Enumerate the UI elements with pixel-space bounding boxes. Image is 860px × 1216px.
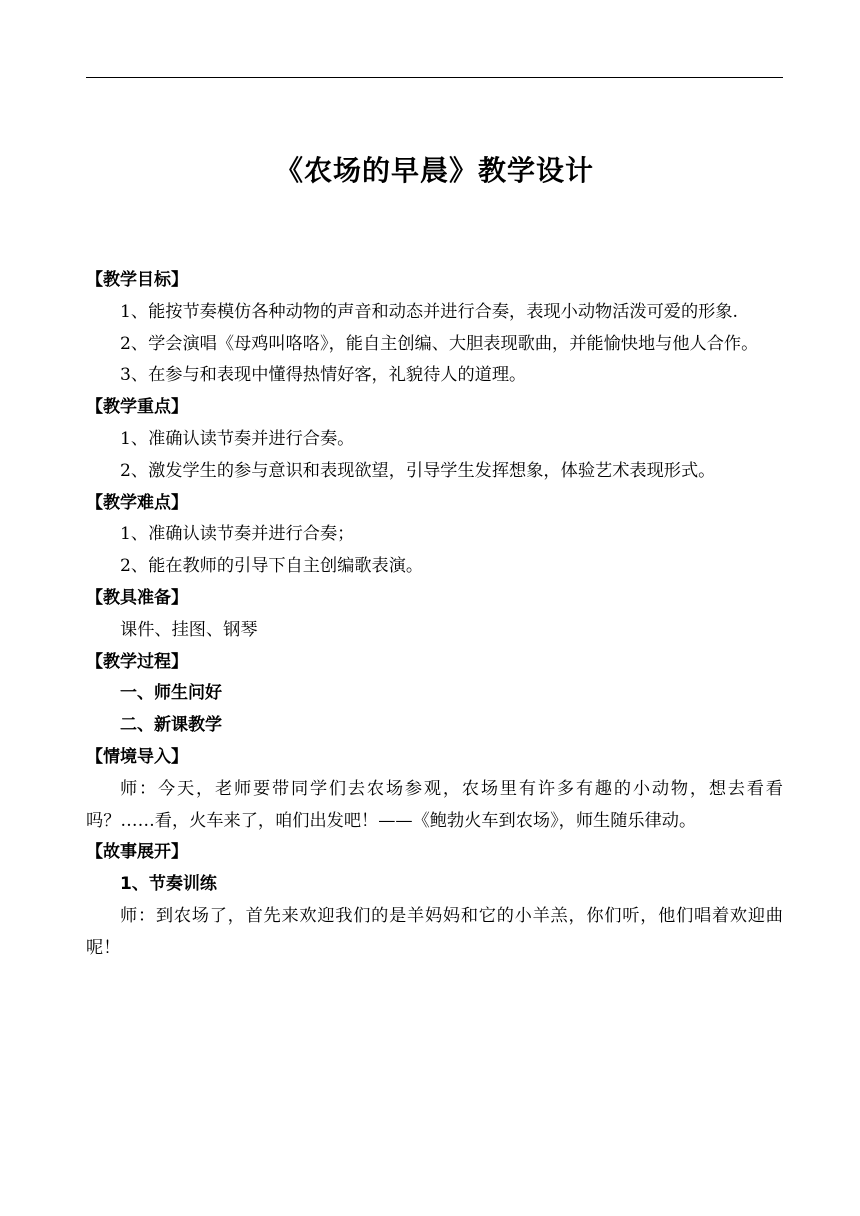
paragraph: 1、准确认读节奏并进行合奏。 — [120, 428, 355, 449]
section-heading-difficulties: 【教学难点】 — [86, 492, 188, 513]
section-heading-introduction: 【情境导入】 — [86, 746, 188, 767]
section-heading-objectives: 【教学目标】 — [86, 270, 188, 290]
subheading: 1、节奏训练 — [120, 874, 217, 895]
section-heading-key-points: 【教学重点】 — [86, 397, 188, 418]
header-rule — [86, 77, 783, 78]
paragraph: 2、激发学生的参与意识和表现欲望，引导学生发挥想象，体验艺术表现形式。 — [120, 460, 716, 481]
paragraph: 1、准确认读节奏并进行合奏； — [120, 524, 355, 545]
document-body — [86, 265, 783, 965]
paragraph: 1、能按节奏模仿各种动物的声音和动态并进行合奏，表现小动物活泼可爱的形象. — [120, 301, 738, 322]
paragraph: 2、学会演唱《母鸡叫咯咯》，能自主创编、大胆表现歌曲，并能愉快地与他人合作。 — [120, 333, 759, 354]
paragraph: 课件、挂图、钢琴 — [120, 619, 258, 640]
section-heading-story: 【故事展开】 — [86, 842, 188, 863]
paragraph: 2、能在教师的引导下自主创编歌表演。 — [120, 556, 424, 577]
paragraph: 3、在参与和表现中懂得热情好客，礼貌待人的道理。 — [120, 365, 527, 386]
subheading: 一、师生问好 — [120, 683, 222, 704]
paragraph: 师：到农场了，首先来欢迎我们的是羊妈妈和它的小羊羔，你们听，他们唱着欢迎曲呢！ — [86, 905, 783, 958]
section-heading-process: 【教学过程】 — [86, 651, 188, 672]
paragraph: 师：今天，老师要带同学们去农场参观，农场里有许多有趣的小动物，想去看看吗？……看，火车来了，咱们出发吧！——《鲍勃火车到农场》，师生随乐律动。 — [86, 778, 783, 831]
document-title: 《农场的早晨》教学设计 — [274, 154, 594, 187]
subheading: 二、新课教学 — [120, 715, 222, 736]
section-heading-materials: 【教具准备】 — [86, 587, 188, 608]
